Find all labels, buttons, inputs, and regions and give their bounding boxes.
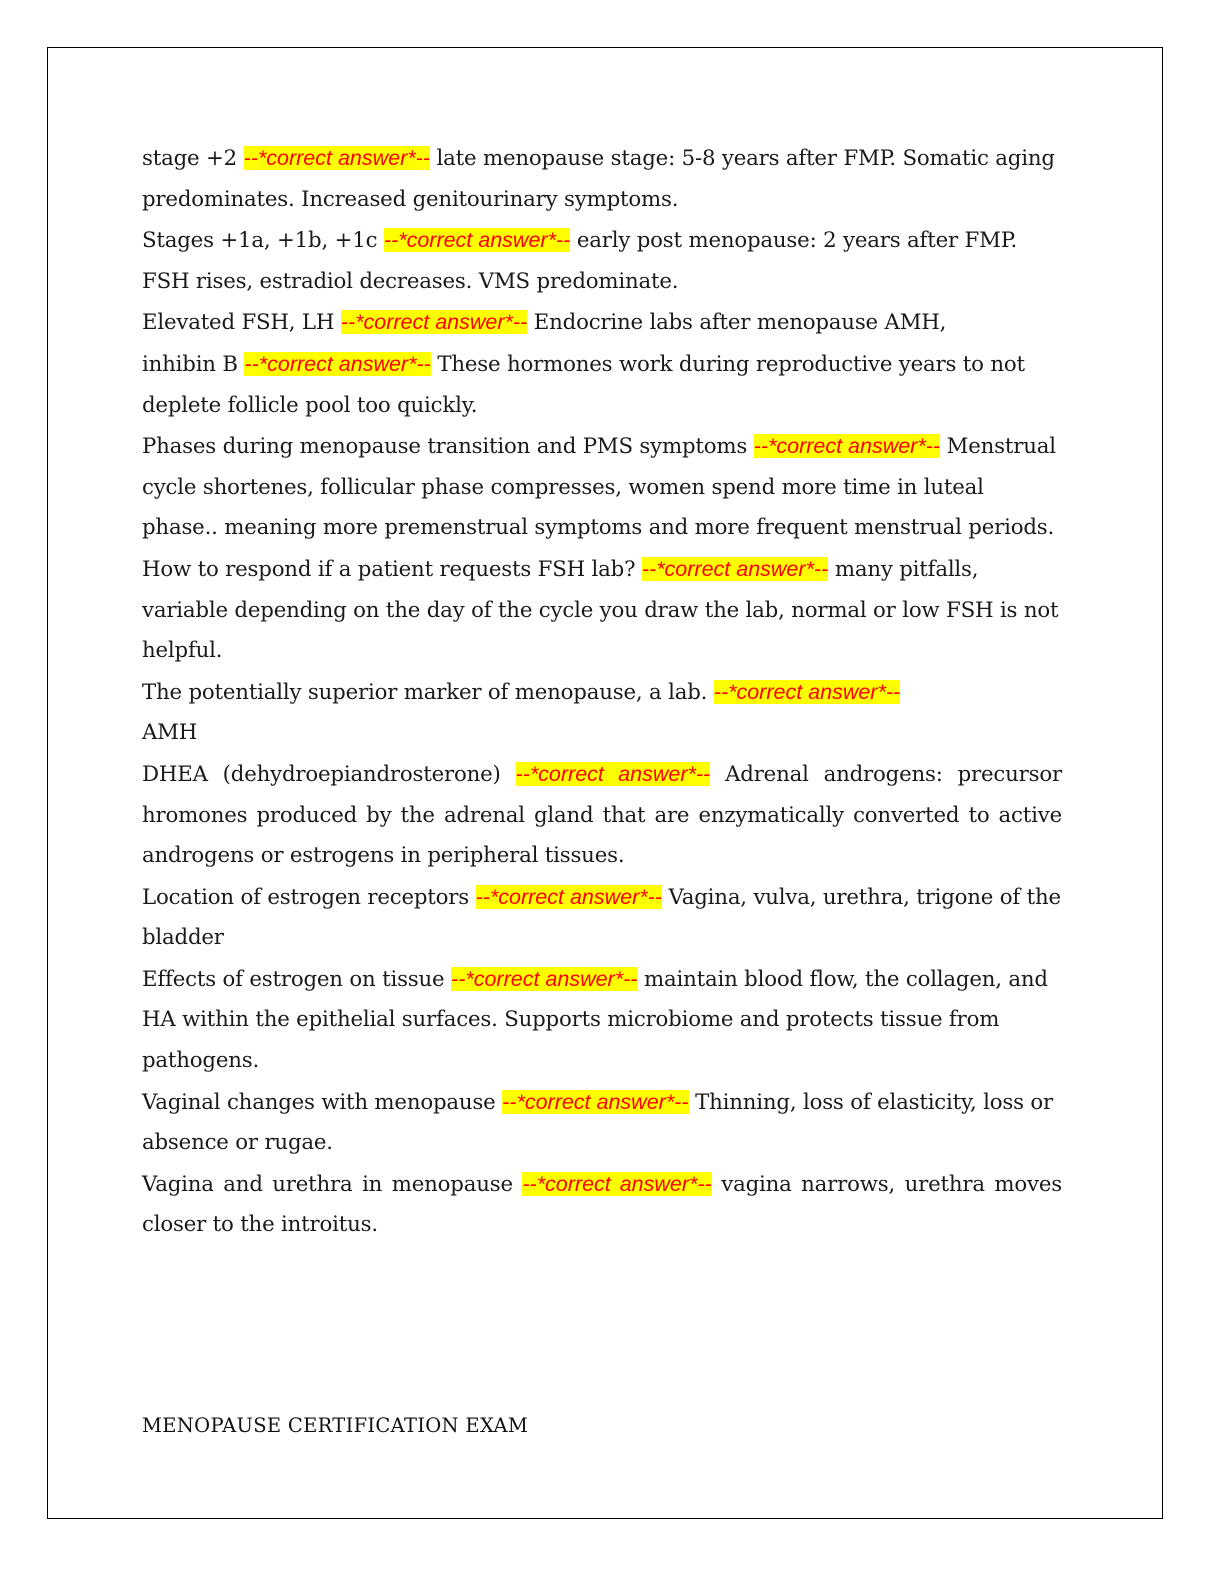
- qa-entry: [142, 549, 1062, 672]
- answer-text: Thinning, loss of elasticity, loss or absence or rugae.: [142, 1089, 1054, 1156]
- question-text: Effects of estrogen on tissue: [142, 966, 445, 992]
- answer-text: Menstrual cycle shortenes, follicular phase compresses, women spend more time in luteal phase.. meaning more premenstrual symptoms and more frequent menstrual periods.: [142, 434, 1056, 541]
- question-text: Stages +1a, +1b, +1c: [142, 228, 378, 254]
- qa-entry: [142, 959, 1062, 1082]
- question-text: Phases during menopause transition and PMS symptoms: [142, 434, 748, 460]
- qa-entry: [142, 302, 1062, 344]
- question-text: The potentially superior marker of menopause, a lab.: [142, 679, 708, 705]
- answer-marker: --*correct answer*--: [502, 1089, 689, 1114]
- qa-entry: [142, 754, 1062, 877]
- answer-marker: --*correct answer*--: [451, 966, 638, 991]
- qa-entry: [142, 672, 1062, 754]
- question-text: Vagina and urethra in menopause: [142, 1171, 513, 1197]
- answer-marker: --*correct answer*--: [713, 679, 901, 704]
- answer-marker: --*correct answer*--: [753, 434, 941, 459]
- qa-entry: [142, 220, 1062, 302]
- question-text: How to respond if a patient requests FSH lab?: [142, 556, 636, 582]
- answer-text: AMH: [142, 720, 198, 746]
- answer-text: Adrenal androgens: precursor hromones produced by the adrenal gland that are enzymatically converted to active androgens or estrogens in peripheral tissues.: [142, 761, 1062, 869]
- footer-title: MENOPAUSE CERTIFICATION EXAM: [142, 1414, 529, 1437]
- qa-entry: [142, 1164, 1062, 1246]
- question-text: Location of estrogen receptors: [142, 884, 469, 910]
- question-text: DHEA (dehydroepiandrosterone): [142, 761, 501, 787]
- answer-text: vagina narrows, urethra moves closer to the introitus.: [142, 1171, 1062, 1238]
- answer-marker: --*correct answer*--: [340, 310, 528, 335]
- answer-text: Endocrine labs after menopause AMH,: [533, 310, 947, 336]
- qa-entry: [142, 344, 1062, 426]
- answer-marker: --*correct answer*--: [244, 351, 431, 376]
- qa-entry: [142, 877, 1062, 959]
- qa-entry: [142, 426, 1062, 549]
- answer-marker: --*correct answer*--: [515, 761, 711, 786]
- question-text: stage +2: [142, 146, 237, 171]
- answer-text: Vagina, vulva, urethra, trigone of the bladder: [142, 884, 1061, 951]
- answer-text: maintain blood flow, the collagen, and HA within the epithelial surfaces. Supports microbiome and protects tissue from pathogens.: [142, 966, 1048, 1074]
- question-text: inhibin B: [142, 351, 238, 377]
- answer-marker: --*correct answer*--: [641, 556, 829, 581]
- answer-text: late menopause stage: 5-8 years after FMP. Somatic aging predominates. Increased genitourinary symptoms.: [142, 146, 1055, 212]
- answer-marker: --*correct answer*--: [243, 146, 430, 170]
- answer-marker: --*correct answer*--: [522, 1171, 712, 1196]
- qa-entry: [142, 1082, 1062, 1164]
- answer-text: early post menopause: 2 years after FMP. FSH rises, estradiol decreases. VMS predominate.: [142, 228, 1018, 294]
- answer-text: These hormones work during reproductive years to not deplete follicle pool too quickly.: [142, 351, 1025, 418]
- answer-text: many pitfalls, variable depending on the day of the cycle you draw the lab, normal or low FSH is not helpful.: [142, 556, 1059, 664]
- qa-entry: [142, 138, 1062, 220]
- document-body: [142, 138, 1062, 1246]
- answer-marker: --*correct answer*--: [383, 228, 571, 253]
- answer-marker: --*correct answer*--: [475, 884, 662, 909]
- question-text: Vaginal changes with menopause: [142, 1089, 496, 1115]
- question-text: Elevated FSH, LH: [142, 310, 335, 336]
